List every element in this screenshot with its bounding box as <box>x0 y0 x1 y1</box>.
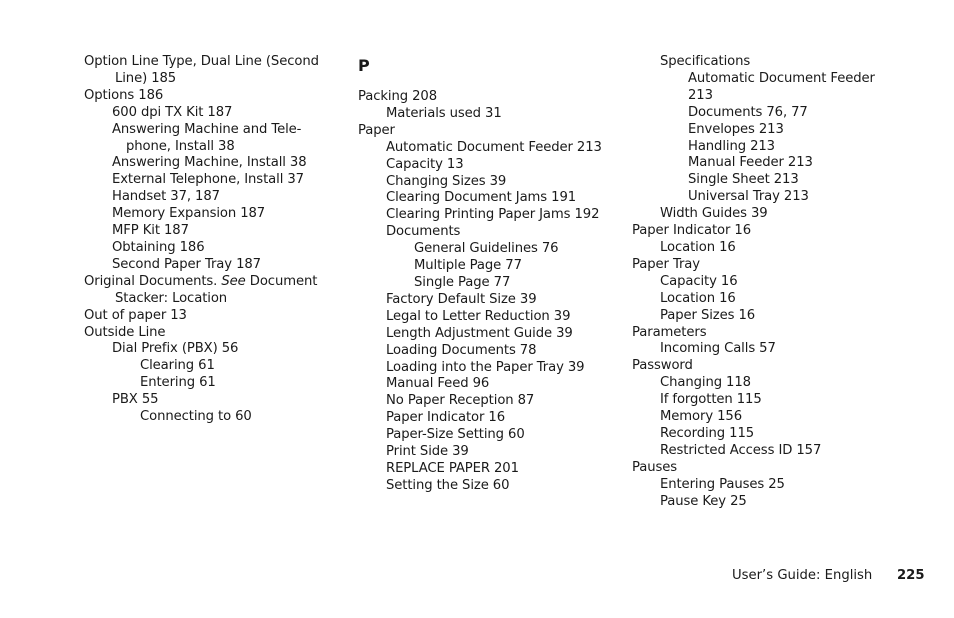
index-entry <box>358 207 608 224</box>
index-entry <box>84 189 320 206</box>
index-entry-text: Legal to Letter Reduction 39 <box>386 308 571 324</box>
index-entry <box>632 155 892 172</box>
page-number: 225 <box>897 568 925 583</box>
footer-guide-label: User’s Guide: English <box>732 568 873 583</box>
index-entry <box>84 341 320 358</box>
index-entry <box>358 309 608 326</box>
index-entry <box>632 206 892 223</box>
index-entry-text: Incoming Calls 57 <box>660 341 776 357</box>
index-entry <box>632 88 892 105</box>
index-entry-text: Capacity 13 <box>386 156 464 172</box>
index-entry-text: Clearing 61 <box>140 358 215 374</box>
index-entry-text: Pauses <box>632 459 678 475</box>
index-entry <box>632 189 892 206</box>
index-entry <box>632 240 892 257</box>
index-entry <box>84 223 320 240</box>
index-entry <box>358 292 608 309</box>
index-entry <box>84 392 320 409</box>
index-entry-text: Entering 61 <box>140 375 216 391</box>
index-entry-text: Clearing Document Jams 191 <box>386 190 577 206</box>
index-entry <box>358 241 608 258</box>
index-entry-text: No Paper Reception 87 <box>386 393 535 409</box>
index-entry-text: Single Page 77 <box>414 274 511 290</box>
index-entry <box>358 343 608 360</box>
index-entry <box>632 477 892 494</box>
index-entry-text: Restricted Access ID 157 <box>660 442 822 458</box>
index-entry <box>84 240 320 257</box>
index-entry-text: Specifications <box>660 54 751 69</box>
index-entry <box>632 426 892 443</box>
index-entry-text: Paper Indicator 16 <box>632 223 751 239</box>
index-entry-text: Documents <box>386 224 461 240</box>
index-entry-text: Print Side 39 <box>386 444 469 460</box>
index-entry <box>358 157 608 174</box>
index-entry <box>358 478 608 495</box>
index-entry <box>632 105 892 122</box>
index-entry <box>84 88 320 105</box>
index-entry <box>632 325 892 342</box>
index-entry-text: External Telephone, Install 37 <box>112 172 304 188</box>
index-entry <box>632 375 892 392</box>
index-entry <box>84 172 320 189</box>
index-entry-text: Length Adjustment Guide 39 <box>386 325 573 341</box>
index-entry <box>632 71 892 88</box>
index-entry-text: Connecting to 60 <box>140 409 252 425</box>
index-entry-text: Manual Feed 96 <box>386 376 490 392</box>
index-entry <box>84 358 320 375</box>
index-entry-text: Envelopes 213 <box>688 121 784 137</box>
index-entry-text: Recording 115 <box>660 425 755 441</box>
index-entry <box>632 341 892 358</box>
index-entry <box>358 106 608 123</box>
see-reference: See <box>221 273 246 289</box>
index-entry-text: Width Guides 39 <box>660 206 768 222</box>
index-entry-text: Options 186 <box>84 87 164 103</box>
index-entry-continuation: Line) 185 <box>115 70 177 86</box>
index-entry-text: Changing 118 <box>660 375 751 391</box>
index-entry-text: Multiple Page 77 <box>414 258 522 274</box>
index-entry-text: Obtaining 186 <box>112 239 205 255</box>
index-entry-text: Answering Machine, Install 38 <box>112 155 307 171</box>
index-entry-text: Parameters <box>632 324 707 340</box>
index-entry-text: Handset 37, 187 <box>112 189 220 205</box>
index-entry-text: Universal Tray 213 <box>688 189 809 205</box>
index-entry <box>84 257 320 274</box>
index-entry <box>632 358 892 375</box>
index-entry <box>358 360 608 377</box>
index-entry <box>358 393 608 410</box>
index-entry-term: Original Documents. <box>84 273 218 289</box>
index-entry-text: Automatic Document Feeder 213 <box>386 139 602 155</box>
index-entry <box>632 122 892 139</box>
index-entry <box>358 224 608 241</box>
index-entry-text: Dial Prefix (PBX) 56 <box>112 341 239 357</box>
index-entry-text: Packing 208 <box>358 89 437 104</box>
index-entry <box>84 375 320 392</box>
index-entry-text: Pause Key 25 <box>660 493 747 509</box>
index-entry-continuation: phone, Install 38 <box>126 138 235 154</box>
index-entry-text: Paper <box>358 122 395 138</box>
index-entry-text: Loading into the Paper Tray 39 <box>386 359 585 375</box>
index-entry <box>84 105 320 122</box>
index-column-3 <box>632 54 892 510</box>
index-entry <box>632 291 892 308</box>
index-entry-text: Changing Sizes 39 <box>386 173 507 189</box>
index-entry-text: Capacity 16 <box>660 273 738 289</box>
index-entry-text: Handling 213 <box>688 138 775 154</box>
index-entry <box>84 155 320 172</box>
index-entry <box>632 443 892 460</box>
index-entry-text: Setting the Size 60 <box>386 477 510 493</box>
index-entry-continuation: Stacker: Location <box>115 290 228 306</box>
index-entry <box>358 258 608 275</box>
index-entry <box>84 122 320 156</box>
index-entry-text: Location 16 <box>660 290 736 306</box>
index-entry-text: Paper Tray <box>632 256 700 272</box>
index-entry-text: 213 <box>688 87 713 103</box>
index-entry <box>358 427 608 444</box>
index-column-2 <box>358 54 608 495</box>
index-entry <box>84 308 320 325</box>
index-entry-text: Option Line Type, Dual Line (Second <box>84 54 319 69</box>
index-entry-text: Entering Pauses 25 <box>660 476 785 492</box>
index-entry-text: Answering Machine and Tele- <box>112 121 302 137</box>
index-entry <box>358 275 608 292</box>
index-entry-text: Location 16 <box>660 239 736 255</box>
index-entry <box>358 410 608 427</box>
index-entry <box>632 392 892 409</box>
index-entry-text: Clearing Printing Paper Jams 192 <box>386 207 600 223</box>
index-entry-text: If forgotten 115 <box>660 392 762 408</box>
index-entry-text: Password <box>632 358 693 374</box>
index-entry <box>358 89 608 106</box>
index-entry <box>632 494 892 511</box>
index-entry-text: Out of paper 13 <box>84 307 187 323</box>
index-entry <box>84 409 320 426</box>
index-entry-text: Single Sheet 213 <box>688 172 799 188</box>
see-target: Document <box>249 273 318 289</box>
index-entry-text: PBX 55 <box>112 392 159 408</box>
index-entry-text: Loading Documents 78 <box>386 342 537 358</box>
index-entry <box>358 461 608 478</box>
index-entry-text: Second Paper Tray 187 <box>112 256 261 272</box>
index-entry <box>84 325 320 342</box>
index-entry <box>358 326 608 343</box>
index-entry-text: 600 dpi TX Kit 187 <box>112 104 233 120</box>
index-entry <box>358 123 608 140</box>
index-entry-text: Materials used 31 <box>386 105 502 121</box>
index-entry <box>84 206 320 223</box>
index-entry <box>358 376 608 393</box>
index-entry <box>632 460 892 477</box>
index-entry <box>632 274 892 291</box>
index-entry-text: Outside Line <box>84 324 166 340</box>
index-entry-text: Paper Sizes 16 <box>660 307 756 323</box>
index-entry <box>632 409 892 426</box>
index-entry-text: Factory Default Size 39 <box>386 291 537 307</box>
index-entry <box>632 54 892 71</box>
index-entry-text: General Guidelines 76 <box>414 241 559 257</box>
index-entry <box>632 139 892 156</box>
index-entry-text: Paper-Size Setting 60 <box>386 427 525 443</box>
index-entry <box>632 257 892 274</box>
index-entry-text: Manual Feeder 213 <box>688 155 813 171</box>
index-entry-text: Documents 76, 77 <box>688 104 808 120</box>
section-letter-heading: P <box>358 56 370 75</box>
index-entry <box>632 308 892 325</box>
index-entry-text: Automatic Document Feeder <box>688 70 875 86</box>
index-entry-text: REPLACE PAPER 201 <box>386 460 519 476</box>
index-entry <box>358 444 608 461</box>
index-entry-text: Memory Expansion 187 <box>112 206 266 222</box>
index-entry-text: Paper Indicator 16 <box>386 410 505 426</box>
index-entry <box>84 54 320 88</box>
index-entry <box>358 190 608 207</box>
index-entry-text: MFP Kit 187 <box>112 223 189 239</box>
index-column-1 <box>84 54 320 426</box>
index-entry-text <box>84 274 320 291</box>
index-entry <box>632 223 892 240</box>
index-entry <box>358 140 608 157</box>
index-entry <box>84 274 320 308</box>
index-entry <box>358 174 608 191</box>
index-entry <box>632 172 892 189</box>
index-entry-text: Memory 156 <box>660 409 742 425</box>
